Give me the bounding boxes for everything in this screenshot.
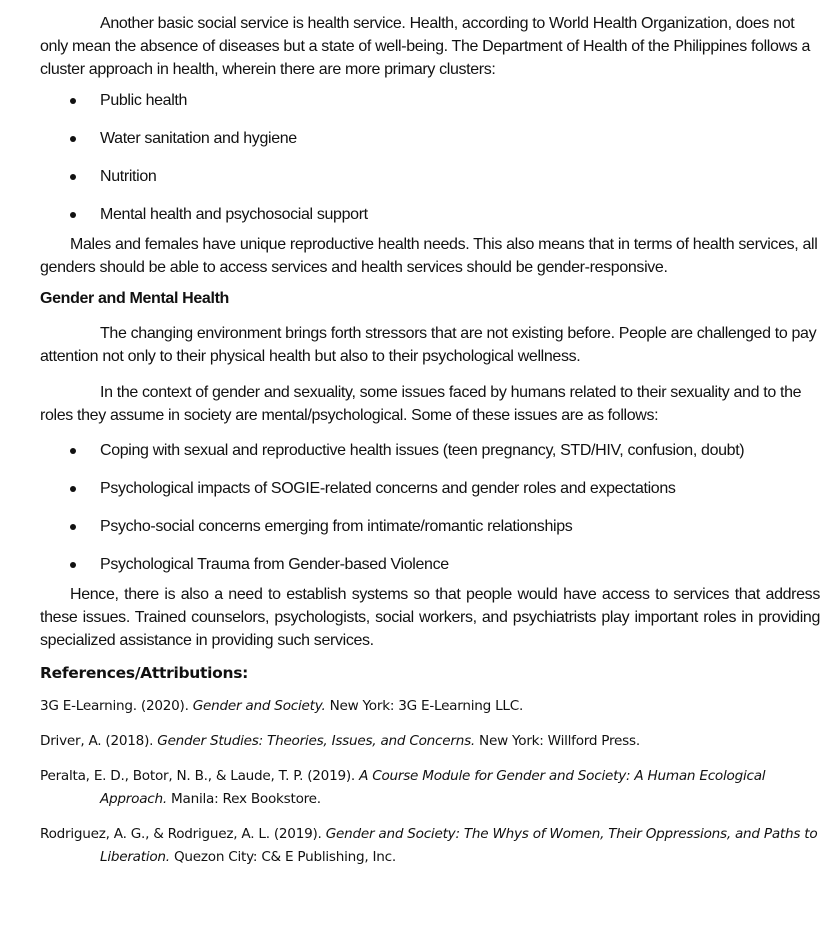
intro-paragraph: Another basic social service is health service. Health, according to World Health Organization, does not only mean the absence of diseases but a state of well-being. The Department of Health of the Philippines follows a cluster approach in health, wherein there are more primary clusters: [40,15,811,78]
bullet-icon [70,98,76,104]
list-item [40,439,820,477]
reference-authors: 3G E-Learning. (2020). [40,698,193,714]
document-page [40,12,820,881]
health-clusters-list [40,89,820,233]
reference-authors: Rodriguez, A. G., & Rodriguez, A. L. (2019). [40,826,326,842]
list-item-text: Public health [100,92,188,109]
reproductive-paragraph: Males and females have unique reproductive health needs. This also means that in terms of health services, all genders should be able to access services and health services should be gender-responsive. [40,236,818,276]
list-item [40,165,820,203]
list-item-text: Mental health and psychosocial support [100,206,368,223]
hence-paragraph: Hence, there is also a need to establish systems so that people would have access to services that address these issues. Trained counselors, psychologists, social workers, and psychiatrists play important roles in providing specialized assistance in providing such services. [40,586,820,649]
list-item-text: Coping with sexual and reproductive health issues (teen pregnancy, STD/HIV, confusion, doubt) [100,442,745,459]
bullet-icon [70,136,76,142]
section-heading: Gender and Mental Health [40,290,229,307]
list-item-text: Psycho-social concerns emerging from intimate/romantic relationships [100,518,573,535]
list-item [40,203,820,233]
reference-authors: Driver, A. (2018). [40,733,158,749]
reference-authors: Peralta, E. D., Botor, N. B., & Laude, T. P. (2019). [40,768,360,784]
reference-publisher: New York: Willford Press. [474,733,640,749]
reference-title: Gender and Society. [192,698,326,714]
bullet-icon [70,448,76,454]
list-item [40,477,820,515]
bullet-icon [70,486,76,492]
list-item [40,89,820,127]
issues-list [40,439,820,583]
list-item-text: Water sanitation and hygiene [100,130,297,147]
reference-item [40,730,820,753]
references-heading: References/Attributions: [40,664,249,682]
reference-item [40,823,820,869]
reference-item [40,695,820,718]
reference-publisher: Manila: Rex Bookstore. [166,791,321,807]
bullet-icon [70,174,76,180]
bullet-icon [70,524,76,530]
reference-title: Gender Studies: Theories, Issues, and Concerns. [157,733,475,749]
reference-title: A Course Module for Gender and Society: A Human Ecological Approach. [100,768,766,807]
context-paragraph: In the context of gender and sexuality, some issues faced by humans related to their sexuality and to the roles they assume in society are mental/psychological. Some of these issues are as follows: [40,384,802,424]
reference-publisher: Quezon City: C& E Publishing, Inc. [169,849,396,865]
list-item-text: Nutrition [100,168,157,185]
list-item-text: Psychological impacts of SOGIE-related concerns and gender roles and expectations [100,480,676,497]
list-item [40,515,820,553]
reference-item [40,765,820,811]
list-item [40,127,820,165]
list-item [40,553,820,583]
list-item-text: Psychological Trauma from Gender-based Violence [100,556,449,573]
environment-paragraph: The changing environment brings forth stressors that are not existing before. People are challenged to pay attention not only to their physical health but also to their psychological wellness. [40,325,817,365]
reference-publisher: New York: 3G E-Learning LLC. [325,698,524,714]
bullet-icon [70,212,76,218]
reference-title: Gender and Society: The Whys of Women, Their Oppressions, and Paths to Liberation. [100,826,818,865]
bullet-icon [70,562,76,568]
